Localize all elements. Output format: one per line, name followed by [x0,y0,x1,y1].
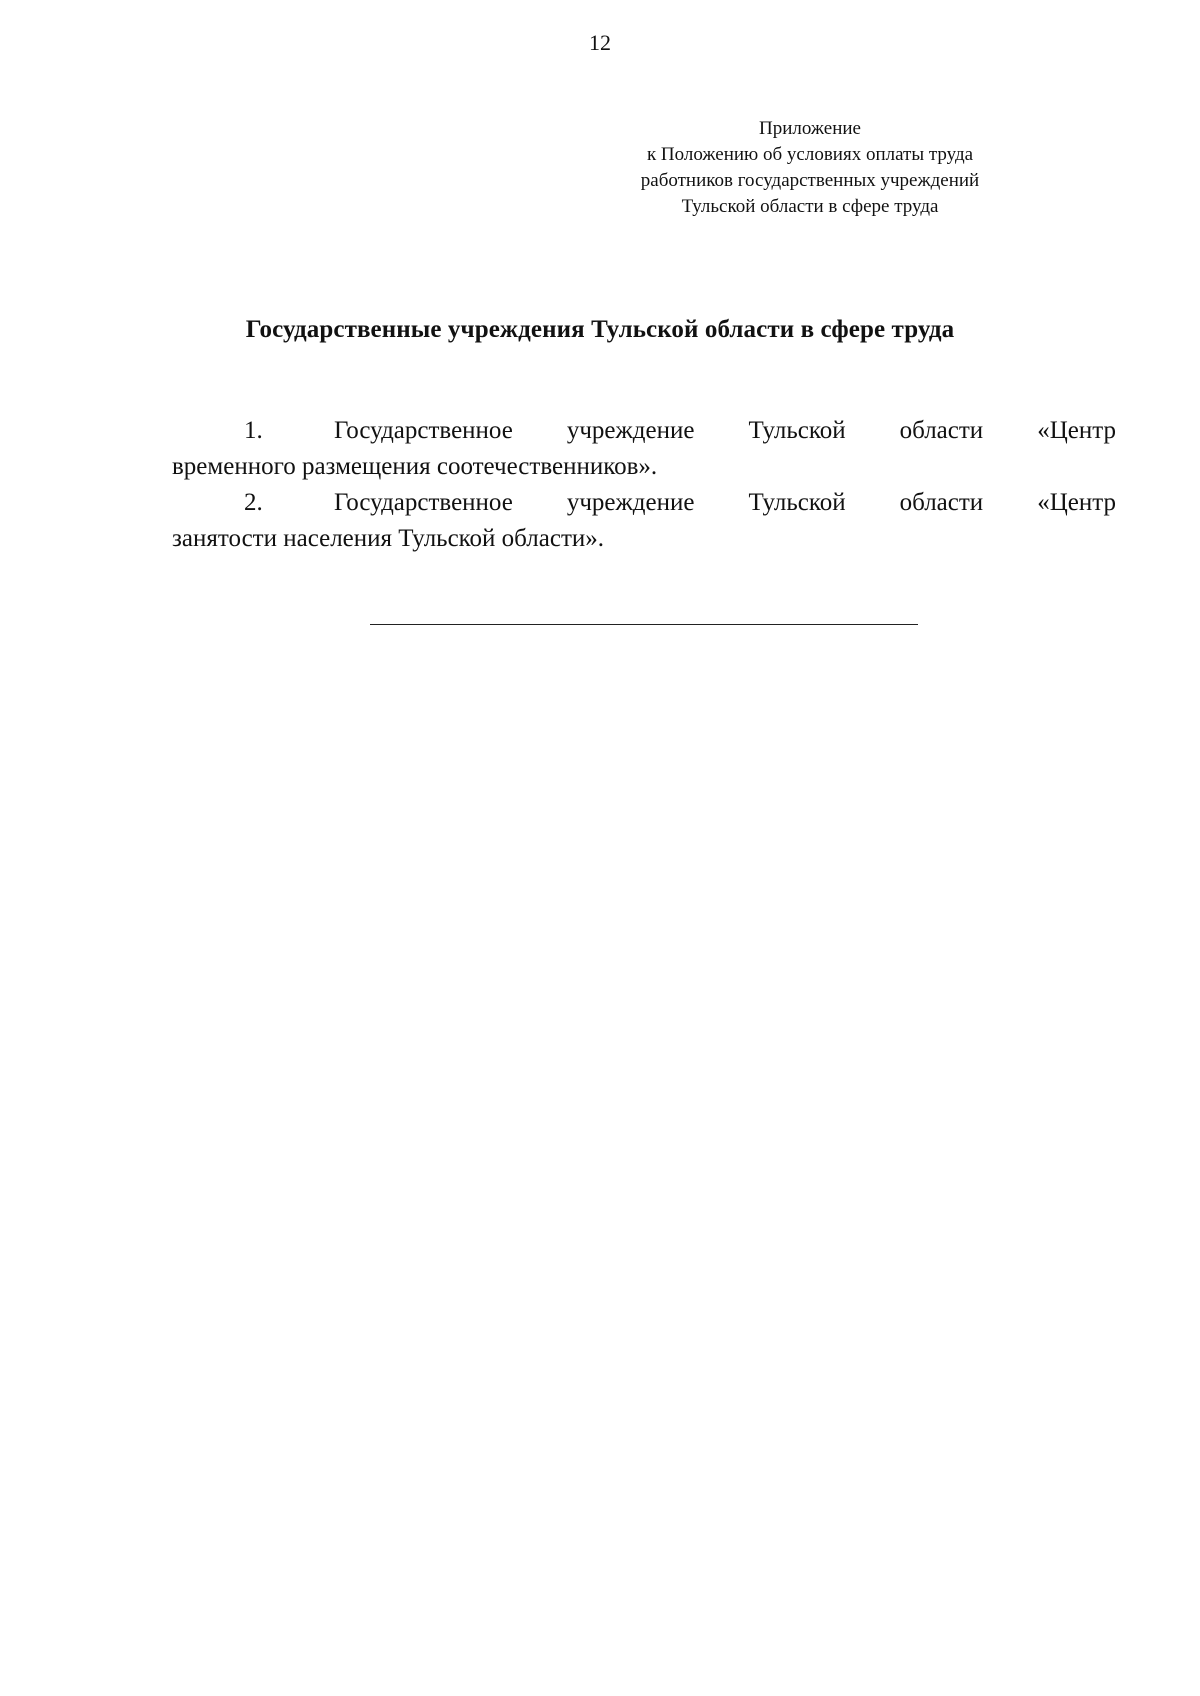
list-item-number: 2. [244,489,263,516]
list-item-first-line [172,413,1116,449]
institution-list [172,413,1116,557]
appendix-line: к Положению об условиях оплаты труда [646,144,974,165]
list-item-word: Государственное [334,489,513,516]
appendix-line: работников государственных учреждений [640,170,980,191]
list-item-word: «Центр [1037,489,1116,516]
separator-line [370,624,918,625]
list-item-number: 1. [244,417,263,444]
list-item-word: Тульской [748,489,846,516]
list-item-word: «Центр [1037,417,1116,444]
list-item-word: учреждение [566,417,695,444]
list-item-word: Государственное [334,417,513,444]
page-number: 12 [589,30,611,55]
appendix-header [560,116,1060,220]
list-item [172,413,1116,485]
list-item-word: учреждение [566,489,695,516]
list-item-word: Тульской [748,417,846,444]
list-item-word: области [899,417,984,444]
appendix-line: Тульской области в сфере труда [681,196,939,217]
document-title: Государственные учреждения Тульской области в сфере труда [245,316,955,343]
list-item-first-line [172,485,1116,521]
list-item-continuation: временного размещения соотечественников». [172,453,658,480]
list-item-continuation: занятости населения Тульской области». [172,525,604,552]
appendix-line: Приложение [759,118,861,139]
list-item [172,485,1116,557]
list-item-word: области [899,489,984,516]
